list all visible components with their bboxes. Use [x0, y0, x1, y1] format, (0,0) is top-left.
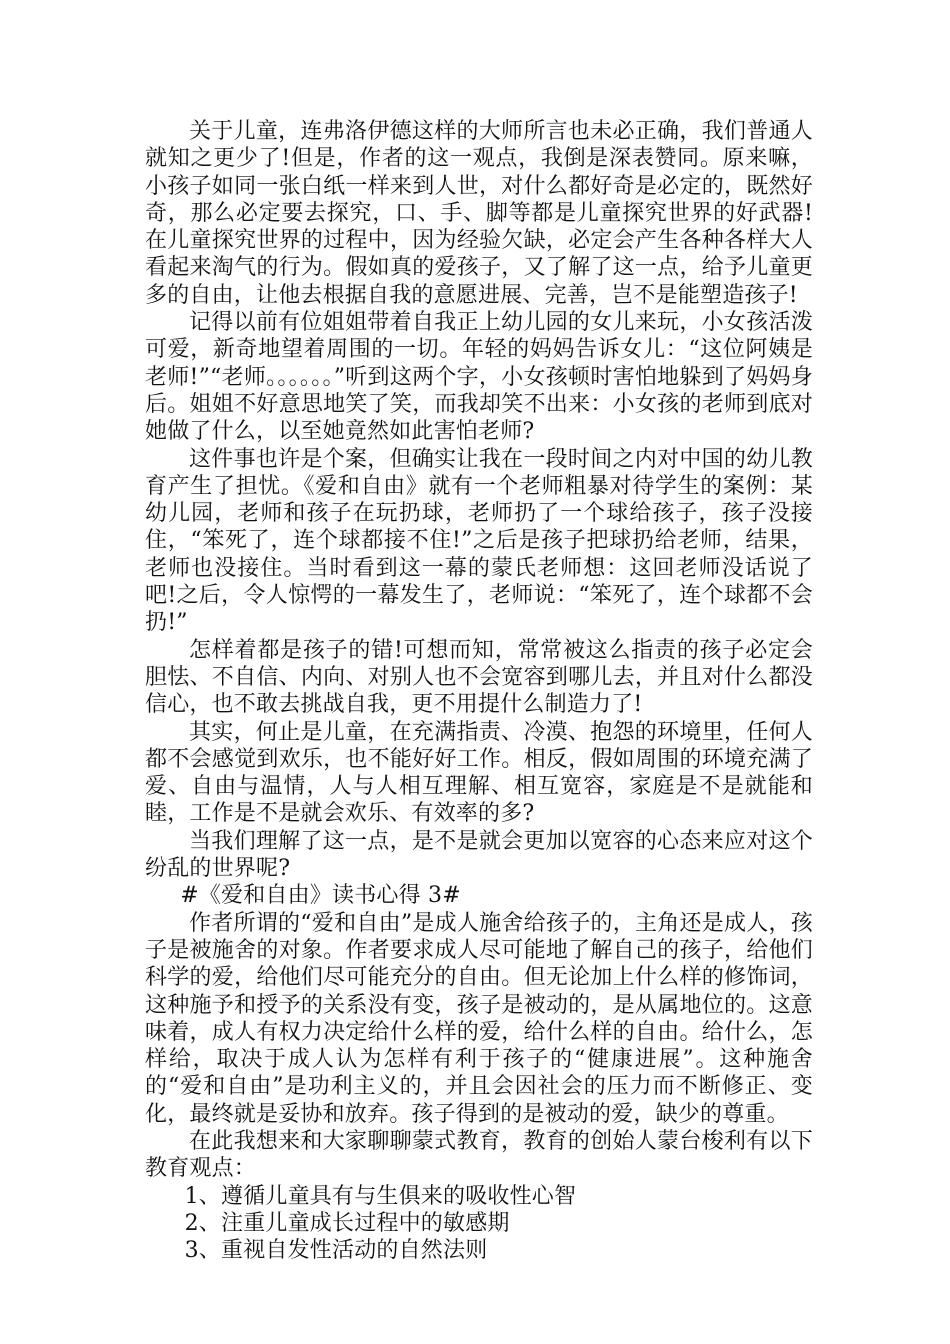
- section-heading: #《爱和自由》读书心得 3#: [180, 883, 461, 909]
- list-item: 1、遵循儿童具有与生俱来的吸收性心智: [184, 1183, 577, 1209]
- list-item: 3、重视自发性活动的自然法则: [184, 1238, 488, 1264]
- paragraph: 当我们理解了这一点，是不是就会更加以宽容的心态来应对这个纷乱的世界呢?: [145, 828, 813, 882]
- list-item: 2、注重儿童成长过程中的敏感期: [184, 1210, 510, 1236]
- paragraph: 记得以前有位姐姐带着自我正上幼儿园的女儿来玩，小女孩活泼可爱，新奇地望着周围的一切。年轻的妈妈告诉女儿：“这位阿姨是老师!”“老师。。。。。。”听到这两个字，小女孩顿时害怕地躲到了妈妈身后。姐姐不好意思地笑了笑，而我却笑不出来：小女孩的老师到底对她做了什么，以至她竟然如此害怕老师?: [145, 310, 813, 445]
- paragraph: 在此我想来和大家聊聊蒙式教育，教育的创始人蒙台梭利有以下教育观点：: [145, 1128, 813, 1182]
- paragraph: 这件事也许是个案，但确实让我在一段时间之内对中国的幼儿教育产生了担忧。《爱和自由》就有一个老师粗暴对待学生的案例：某幼儿园，老师和孩子在玩扔球，老师扔了一个球给孩子，孩子没接住，“笨死了，连个球都接不住!”之后是孩子把球扔给老师，结果，老师也没接住。当时看到这一幕的蒙氏老师想：这回老师没话说了吧!之后，令人惊愕的一幕发生了，老师说：“笨死了，连个球都不会扔!”: [145, 446, 813, 636]
- paragraph: 其实，何止是儿童，在充满指责、冷漠、抱怨的环境里，任何人都不会感觉到欢乐，也不能好好工作。相反，假如周围的环境充满了爱、自由与温情，人与人相互理解、相互宽容，家庭是不是就能和睦，工作是不是就会欢乐、有效率的多?: [145, 719, 813, 827]
- document-body: [145, 118, 813, 1264]
- paragraph: 作者所谓的“爱和自由”是成人施舍给孩子的，主角还是成人，孩子是被施舍的对象。作者要求成人尽可能地了解自己的孩子，给他们科学的爱，给他们尽可能充分的自由。但无论加上什么样的修饰词，这种施予和授予的关系没有变，孩子是被动的，是从属地位的。这意味着，成人有权力决定给什么样的爱，给什么样的自由。给什么，怎样给，取决于成人认为怎样有利于孩子的“健康进展”。这种施舍的“爱和自由”是功利主义的，并且会因社会的压力而不断修正、变化，最终就是妥协和放弃。孩子得到的是被动的爱，缺少的尊重。: [145, 910, 813, 1127]
- paragraph: 怎样着都是孩子的错!可想而知，常常被这么指责的孩子必定会胆怯、不自信、内向、对别人也不会宽容到哪儿去，并且对什么都没信心，也不敢去挑战自我，更不用提什么制造力了!: [145, 637, 813, 718]
- paragraph: 关于儿童，连弗洛伊德这样的大师所言也未必正确，我们普通人就知之更少了!但是，作者的这一观点，我倒是深表赞同。原来嘛，小孩子如同一张白纸一样来到人世，对什么都好奇是必定的，既然好奇，那么必定要去探究，口、手、脚等都是儿童探究世界的好武器!在儿童探究世界的过程中，因为经验欠缺，必定会产生各种各样大人看起来淘气的行为。假如真的爱孩子，又了解了这一点，给予儿童更多的自由，让他去根据自我的意愿进展、完善，岂不是能塑造孩子!: [145, 119, 813, 308]
